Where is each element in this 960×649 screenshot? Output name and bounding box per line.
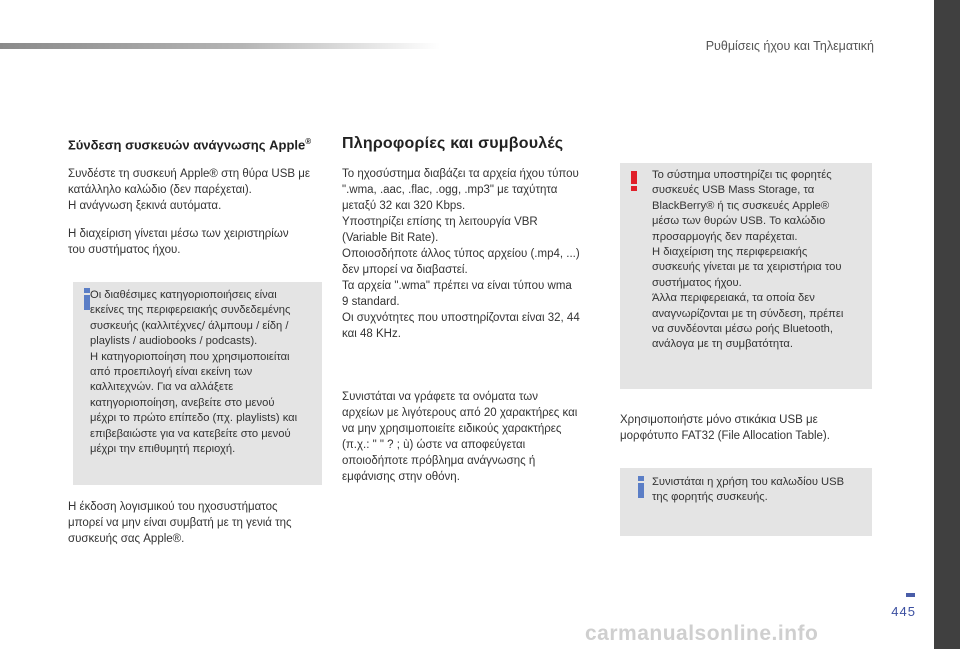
right-warning-box: [620, 163, 872, 389]
left-para-2: Η διαχείριση γίνεται μέσω των χειριστηρίων του συστήματος ήχου.: [68, 228, 289, 256]
watermark: carmanualsonline.info: [585, 622, 819, 645]
right-info-box: [620, 468, 872, 536]
left-info-box: [73, 282, 322, 485]
left-para-3: Η έκδοση λογισμικού του ηχοσυστήματος μπορεί να μην είναι συμβατή με τη γενιά της συσκευής σας Apple®.: [68, 501, 292, 545]
middle-heading: Πληροφορίες και συμβουλές: [342, 135, 564, 152]
right-para-1: Χρησιμοποιήστε μόνο στικάκια USB με μορφότυπο FAT32 (File Allocation Table).: [620, 414, 830, 442]
header-gradient-bar: [0, 43, 440, 49]
info-icon: [634, 476, 648, 498]
right-warning-text: Το σύστημα υποστηρίζει τις φορητές συσκευές USB Mass Storage, τα BlackBerry® ή τις συσκευές Apple® μέσω των θυρών USB. Το καλώδιο προσαρμογής δεν παρέχεται. Η διαχείριση της περιφερειακής συσκευής γίνεται με τα χειριστήρια του συστήματος ήχου. Άλλα περιφερειακά, τα οποία δεν αναγνωρίζονται με τη σύνδεση, πρέπει να συνδέονται μέσω ροής Bluetooth, ανάλογα με τη συμβατότητα.: [652, 169, 844, 351]
page-number: 445: [891, 604, 916, 619]
page-marker: [906, 593, 915, 597]
left-para-1: Συνδέστε τη συσκευή Apple® στη θύρα USB με κατάλληλο καλώδιο (δεν παρέχεται). Η ανάγνωση ξεκινά αυτόματα.: [68, 168, 310, 212]
middle-para-1: Το ηχοσύστημα διαβάζει τα αρχεία ήχου τύπου ".wma, .aac, .flac, .ogg, .mp3" με ταχύτητα μεταξύ 32 και 320 Kbps. Υποστηρίζει επίσης τη λειτουργία VBR (Variable Bit Rate). Οποιοσδήποτε άλλος τύπος αρχείου (.mp4, ...) δεν μπορεί να διαβαστεί. Τα αρχεία ".wma" πρέπει να είναι τύπου wma 9 standard. Οι συχνότητες που υποστηρίζονται είναι 32, 44 και 48 KHz.: [342, 168, 580, 340]
section-title: Ρυθμίσεις ήχου και Τηλεματική: [705, 39, 874, 53]
left-heading: Σύνδεση συσκευών ανάγνωσης Apple®: [68, 137, 312, 153]
side-strip: [934, 0, 960, 649]
middle-para-2: Συνιστάται να γράφετε τα ονόματα των αρχείων με λιγότερους από 20 χαρακτήρες και να μην χρησιμοποιείτε ειδικούς χαρακτήρες (π.χ.: " " ? ; ù) ώστε να αποφεύγεται οποιοδήποτε πρόβλημα ανάγνωσης ή εμφάνισης στην οθόνη.: [342, 391, 578, 483]
right-info-text: Συνιστάται η χρήση του καλωδίου USB της φορητής συσκευής.: [652, 476, 845, 504]
warning-icon: [630, 171, 638, 193]
left-info-text: Οι διαθέσιμες κατηγοριοποιήσεις είναι εκείνες της περιφερειακής συνδεδεμένης συσκευής (καλλιτέχνες/ άλμπουμ / είδη / playlists / audiobooks / podcasts). Η κατηγοριοποίηση που χρησιμοποιείται από προεπιλογή είναι εκείνη των καλλιτεχνών. Για να αλλάξετε κατηγοριοποίηση, ανεβείτε στο μενού μέχρι το πρώτο επίπεδο (πχ. playlists) και επιβεβαιώστε για να κατεβείτε στο μενού μέχρι την επιθυμητή περιοχή.: [90, 289, 298, 456]
